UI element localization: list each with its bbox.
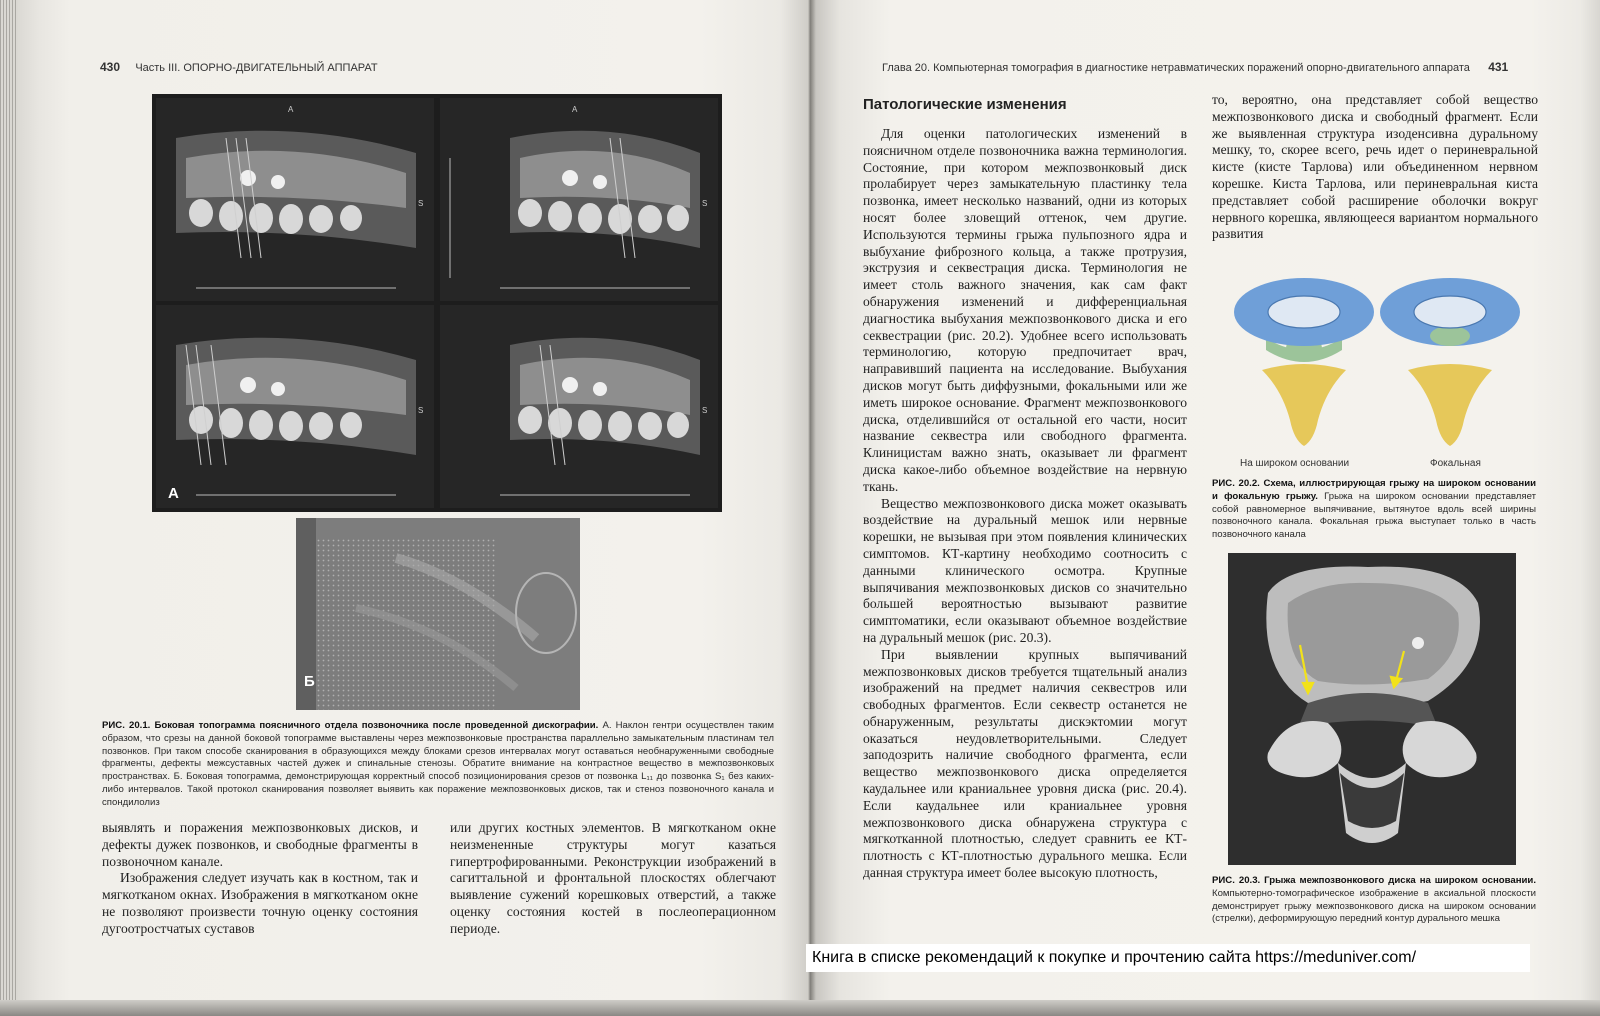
caption-body: Компьютерно-томографическое изображение в аксиальной плоскости демонстрирует грыжу межпозвонкового диска на широком основании (стрелки), деформирующую передний контур дурального мешка	[1212, 887, 1536, 925]
left-column-2	[450, 820, 776, 938]
diagram-label-broad: На широком основании	[1240, 458, 1350, 469]
svg-text:S: S	[418, 406, 424, 415]
right-column-2	[1212, 92, 1538, 243]
watermark-link[interactable]: Книга в списке рекомендаций к покупке и прочтению сайта https://meduniver.com/	[812, 949, 1417, 966]
paragraph: Для оценки патологических изменений в поясничном отделе позвоночника важна терминология. Состояние, при котором межпозвонковый диск пролабирует через замыкательную пластинку тела позвонка, имеет несколько названий, одни из которых носят более зловещий оттенок, чем другие. Используются термины грыжа пульпозного ядра и выбухание фиброзного кольца, а также протрузия, экструзия и секвестрация диска. Терминология не имеет столь важного значения, как сам факт обнаружения изменений и дифференциальная диагностика выбухания межпозвонкового диска и его секвестрации (рис. 20.2). Удобнее всего использовать терминологию, которую предпочитает врач, направивший пациента на исследование. Выбухания дисков могут быть диффузными, фокальными или же иметь широкое основание. Фрагмент межпозвонкового диска, отделившийся от остальной его части, носит название секвестра или свободного фрагмента. Клиницистам важно знать, оказывает ли фрагмент диска какое-либо объемное воздействие на нервную ткань.	[863, 126, 1187, 494]
figure-letter-b: Б	[304, 673, 315, 690]
paragraph: Изображения следует изучать как в костном, так и мягкотканом окнах. Изображения в мягкотканом окне не позволяют произвести точную оценку состояния дугоотростчатых суставов	[102, 870, 418, 936]
figure-letter-a: А	[168, 485, 179, 502]
paragraph: то, вероятно, она представляет собой вещество межпозвонкового диска и свободный фрагмент. Если же выявленная структура изоденсивна дуральному мешку, то, скорее всего, речь идет о периневральной кисте (кисте Тарлова) или объединенном нервном корешке. Киста Тарлова, или периневральная киста представляет собой расширение оболочки вокруг нервного корешка, являющееся вариантом нормального развития	[1212, 92, 1538, 242]
caption-title: РИС. 20.2. Схема, иллюстрирующая грыжу на широком основании и фокальную грыжу.	[1212, 478, 1536, 502]
figure-20-1-a	[152, 94, 722, 512]
diagram-label-focal: Фокальная	[1430, 458, 1481, 469]
right-running-head	[882, 60, 1508, 74]
left-running-head-text: Часть III. ОПОРНО-ДВИГАТЕЛЬНЫЙ АППАРАТ	[135, 62, 378, 74]
figure-20-3-caption	[1212, 875, 1536, 926]
page-bottom-edge	[0, 1000, 1600, 1016]
topogram-panel	[440, 305, 718, 508]
caption-body: А. Наклон гентри осуществлен таким образом, что срезы на данной боковой топограмме выставлены через межпозвонковые пространства параллельно замыкательным пластинам тел позвонков. При таком способе сканирования в образующихся между блоками срезов интервалах могут оставаться необнаруженными свободные фрагменты, дефекты межсуставных частей дужек и спинальные стенозы. Обратите внимание на контрастное вещество в межпозвонковых пространствах. Б. Боковая топограмма, демонстрирующая корректный способ позиционирования срезов от позвонка L₁₁ до позвонка S₁ без каких-либо интервалов. Такой протокол сканирования позволяет выявить как поражение межпозвонковых дисков, так и стеноз позвоночного канала и спондилолиз	[102, 720, 775, 808]
figure-20-3-axial-ct	[1228, 553, 1516, 865]
right-column-1	[863, 126, 1187, 882]
caption-title: РИС. 20.1. Боковая топограмма поясничного отдела позвоночника после проведенной дискографии.	[102, 720, 599, 731]
right-page-number: 431	[1488, 60, 1509, 74]
paragraph: При выявлении крупных выпячиваний межпозвонковых дисков требуется тщательный анализ изображений на предмет наличия секвестров или свободных фрагментов. Если секвестр останется не обнаруженным, результаты дискэктомии могут оказаться неудовлетворительными. Следует заподозрить наличие свободного фрагмента, если вещество межпозвонкового диска определяется каудальнее или краниальнее уровня диска (рис. 20.4). Если каудальнее или краниальнее уровня межпозвонкового диска обнаружена структура с мягкотканной плотностью, следует сравнить ее КТ-плотность с КТ-плотностью дурального мешка. Если данная структура имеет более высокую плотность,	[863, 646, 1187, 881]
paragraph: Вещество межпозвонкового диска может оказывать воздействие на дуральный мешок или нервные корешки, не вызывая при этом появления клинических симптомов. КТ-картину необходимо соотносить с данными клинического осмотра. Крупные выпячивания межпозвонковых дисков со значительно большей вероятностью вызывают развитие симптоматики, если оказывают объемное воздействие на дуральный мешок (рис. 20.3).	[863, 495, 1187, 645]
left-page-number: 430	[100, 60, 121, 74]
left-column-1	[102, 820, 418, 938]
figure-20-2-caption	[1212, 478, 1536, 542]
paragraph: выявлять и поражения межпозвонковых дисков, и дефекты дужек позвонков, и свободные фрагменты в позвоночном канале.	[102, 820, 418, 869]
caption-title: РИС. 20.3. Грыжа межпозвонкового диска на широком основании.	[1212, 875, 1536, 886]
topogram-panel	[440, 98, 718, 301]
section-title: Патологические изменения	[863, 96, 1067, 113]
paragraph: или других костных элементов. В мягкотканом окне неизмененные структуры могут казаться гипертрофированными. Реконструкции изображений в сагиттальной и фронтальной плоскостях облегчают выявление сужений корешковых отверстий, а также оценку состояния костей в послеоперационном периоде.	[450, 820, 776, 936]
svg-text:S: S	[702, 406, 708, 415]
left-running-head	[100, 60, 378, 74]
figure-20-1-caption	[102, 720, 774, 810]
right-running-head-text: Глава 20. Компьютерная томография в диагностике нетравматических поражений опорно-двигательного аппарата	[882, 62, 1470, 74]
svg-text:A: A	[288, 105, 294, 114]
topogram-panel	[156, 305, 434, 508]
caption-body: Грыжа на широком основании представляет собой равномерное выпячивание, вытянутое вдоль всей ширины позвоночного канала. Фокальная грыжа выступает только в часть позвоночного канала	[1212, 490, 1536, 541]
svg-text:A: A	[572, 105, 578, 114]
page-edge	[0, 0, 18, 1016]
figure-20-1-b	[296, 518, 580, 710]
topogram-panel	[156, 98, 434, 301]
svg-text:S: S	[702, 199, 708, 208]
svg-text:S: S	[418, 199, 424, 208]
figure-20-2-diagram	[1222, 270, 1552, 470]
